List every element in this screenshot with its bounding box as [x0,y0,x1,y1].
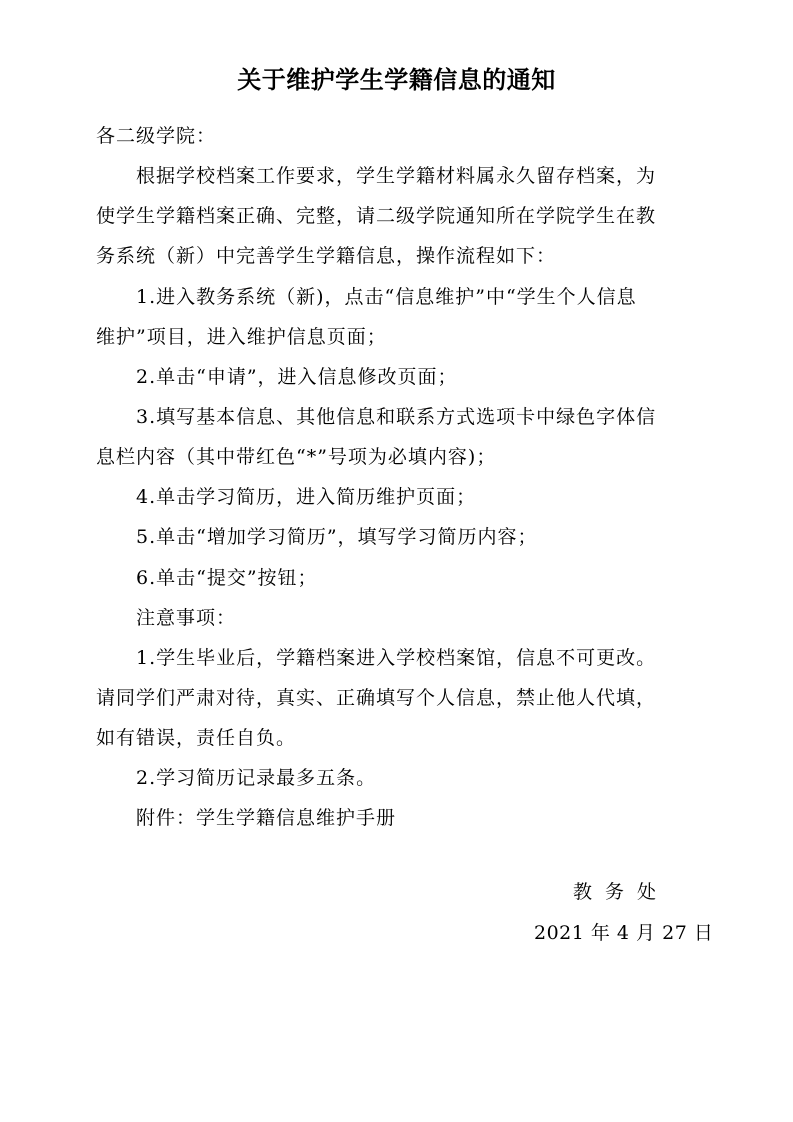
note-1-line: 请同学们严肃对待，真实、正确填写个人信息，禁止他人代填， [96,687,657,709]
intro-line: 根据学校档案工作要求，学生学籍材料属永久留存档案，为 [136,165,657,187]
step-5: 5.单击“增加学习简历”，填写学习简历内容； [136,526,538,548]
notes-heading: 注意事项： [136,607,237,629]
step-1-line: 维护”项目，进入维护信息页面； [96,326,387,348]
note-1-line: 如有错误，责任自负。 [96,727,297,749]
signature-date: 2021 年 4 月 27 日 [534,922,714,944]
note-1-line: 1.学生毕业后，学籍档案进入学校档案馆，信息不可更改。 [136,647,657,669]
step-3-line: 息栏内容（其中带红色“*”号项为必填内容)； [96,446,497,468]
step-4: 4.单击学习简历，进入简历维护页面； [136,486,477,508]
intro-line: 务系统（新）中完善学生学籍信息，操作流程如下： [96,245,557,267]
salutation: 各二级学院： [96,125,217,147]
step-2: 2.单击“申请”，进入信息修改页面； [136,366,458,388]
step-3-line: 3.填写基本信息、其他信息和联系方式选项卡中绿色字体信 [136,406,657,428]
note-2: 2.学习简历记录最多五条。 [136,767,377,789]
attachment-link: 附件：学生学籍信息维护手册 [136,807,397,829]
step-1-line: 1.进入教务系统（新)，点击“信息维护”中“学生个人信息 [136,286,637,308]
step-6: 6.单击“提交”按钮； [136,567,318,589]
signature-department: 教务处 [573,881,670,903]
intro-line: 使学生学籍档案正确、完整，请二级学院通知所在学院学生在教 [96,205,657,227]
page-title: 关于维护学生学籍信息的通知 [237,66,556,94]
